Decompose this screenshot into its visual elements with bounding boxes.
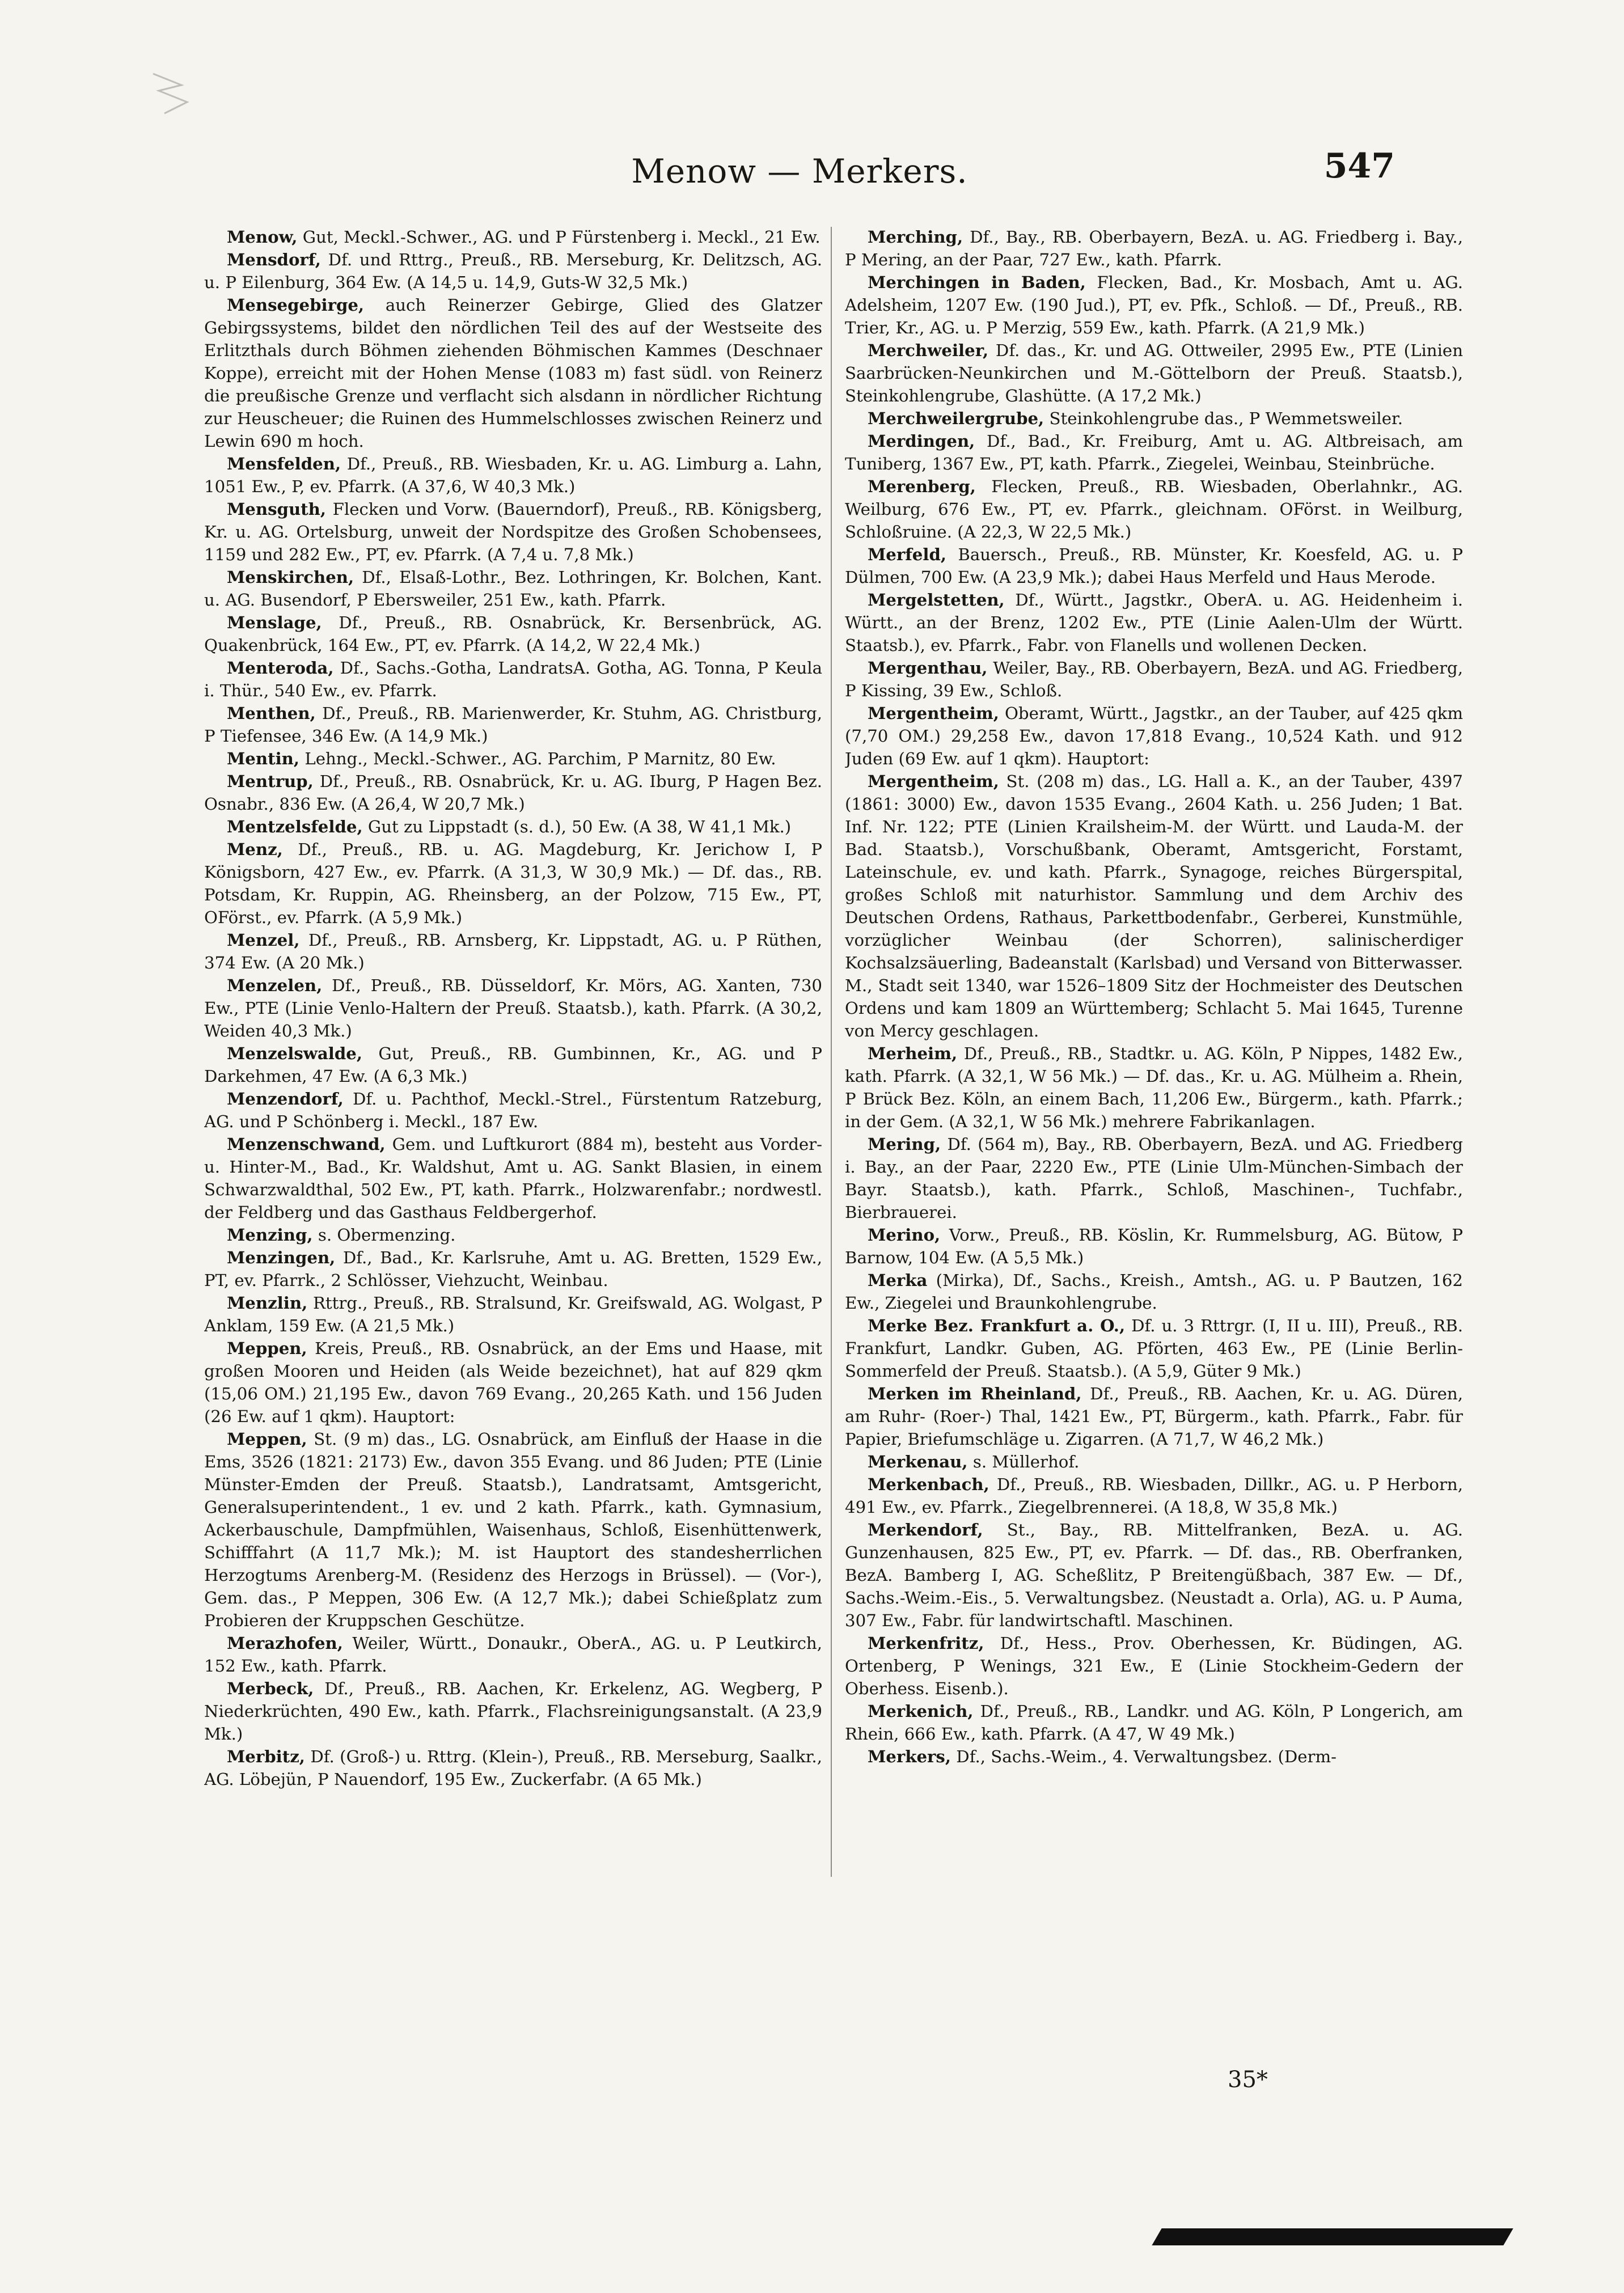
entry-text: (Mirka), Df., Sachs., Kreish., Amtsh., AG. u. P Bautzen, 162 Ew., Ziegelei und Braunkohlengrube. — [845, 1271, 1463, 1313]
entry-headword: Mergentheim, — [868, 704, 999, 723]
entry-headword: Menzendorf, — [227, 1089, 344, 1109]
entry-headword: Mentzelsfelde, — [227, 817, 363, 836]
entry-headword: Menzenschwand, — [227, 1135, 386, 1154]
column-divider — [831, 227, 832, 1877]
entry-text: Steinkohlengrube das., P Wemmetsweiler. — [1044, 409, 1403, 428]
dictionary-entry — [204, 1246, 822, 1292]
entry-text: Df., Preuß., RB., Landkr. und AG. Köln, P Longerich, am Rhein, 666 Ew., kath. Pfarrk. (A 47, W 49 Mk.) — [845, 1702, 1463, 1744]
entry-text: Df., Preuß., RB. Osnabrück, Kr. u. AG. Iburg, P Hagen Bez. Osnabr., 836 Ew. (A 26,4, W 20,7 Mk.) — [204, 772, 822, 814]
entry-headword: Merkenau, — [868, 1452, 968, 1471]
left-column — [204, 226, 822, 2165]
entry-text: Df., Preuß., RB. Wiesbaden, Kr. u. AG. Limburg a. Lahn, 1051 Ew., P, ev. Pfarrk. (A 37,6, W 40,3 Mk.) — [204, 454, 822, 496]
dictionary-entry — [845, 1700, 1463, 1745]
entry-text: Flecken, Bad., Kr. Mosbach, Amt u. AG. Adelsheim, 1207 Ew. (190 Jud.), PT, ev. Pfk., Schloß. — Df., Preuß., RB. Trier, Kr., AG. u. P Merzig, 559 Ew., kath. Pfarrk. (A 21,9 Mk.) — [845, 273, 1463, 337]
entry-headword: Merkenfritz, — [868, 1634, 984, 1653]
dictionary-entry — [204, 1088, 822, 1133]
running-title: Menow — Merkers. — [631, 152, 968, 191]
entry-headword: Mensegebirge, — [227, 295, 365, 315]
dictionary-entry — [845, 1224, 1463, 1269]
dictionary-entry — [845, 589, 1463, 657]
scan-bottom-bar — [1152, 2228, 1513, 2245]
dictionary-entry — [845, 339, 1463, 407]
dictionary-entry — [845, 702, 1463, 770]
entry-text: Rttrg., Preuß., RB. Stralsund, Kr. Greifswald, AG. Wolgast, P Anklam, 159 Ew. (A 21,5 Mk.) — [204, 1293, 822, 1335]
dictionary-entry — [845, 1450, 1463, 1473]
entry-text: Weiler, Württ., Donaukr., OberA., AG. u. P Leutkirch, 152 Ew., kath. Pfarrk. — [204, 1634, 822, 1676]
entry-text: St., Bay., RB. Mittelfranken, BezA. u. AG. Gunzenhausen, 825 Ew., PT, ev. Pfarrk. — Df. das., RB. Oberfranken, BezA. Bamberg I, AG. Scheßlitz, P Breitengüßbach, 387 Ew. — Df., Sachs.-Weim.-Eis., 5. Verwaltungsbez. (Neustadt a. Orla), AG. u. P Auma, 307 Ew., Fabr. für landwirtschaftl. Maschinen. — [845, 1520, 1463, 1630]
entry-text: Vorw., Preuß., RB. Köslin, Kr. Rummelsburg, AG. Bütow, P Barnow, 104 Ew. (A 5,5 Mk.) — [845, 1225, 1463, 1267]
entry-headword: Mensdorf, — [227, 250, 321, 269]
dictionary-entry — [845, 271, 1463, 339]
dictionary-entry — [845, 543, 1463, 589]
entry-headword: Meppen, — [227, 1429, 307, 1449]
entry-text: Df., Preuß., RB. Wiesbaden, Dillkr., AG. u. P Herborn, 491 Ew., ev. Pfarrk., Ziegelbrennerei. (A 18,8, W 35,8 Mk.) — [845, 1475, 1463, 1517]
entry-headword: Menzel, — [227, 930, 300, 950]
right-column — [845, 226, 1463, 2165]
dictionary-entry — [204, 747, 822, 770]
entry-text: St. (208 m) das., LG. Hall a. K., an der Tauber, 4397 (1861: 3000) Ew., davon 1535 Evang., 2604 Kath. u. 256 Juden; 1 Bat. Inf. Nr. 122; PTE (Linien Krailsheim-M. der Württ. und Lauda-M. der Bad. Staatsb.), Vorschußbank, Oberamt, Amtsgericht, Forstamt, Lateinschule, ev. und kath. Pfarrk., Synagoge, reiches Bürgerspital, großes Schloß mit naturhistor. Sammlung und dem Archiv des Deutschen Ordens, Rathaus, Parkettbodenfabr., Gerberei, Kunstmühle, vorzüglicher Weinbau (der Schorren), salinischerdiger Kochsalzsäuerling, Badeanstalt (Karlsbad) und Versand von Bitterwasser. M., Stadt seit 1340, war 1526–1809 Sitz der Hochmeister des Deutschen Ordens und kam 1809 an Württemberg; Schlacht 5. Mai 1645, Turenne von Mercy geschlagen. — [845, 772, 1463, 1040]
entry-headword: Merfeld, — [868, 545, 947, 564]
entry-text: St. (9 m) das., LG. Osnabrück, am Einfluß der Haase in die Ems, 3526 (1821: 2173) Ew., davon 355 Evang. und 86 Juden; PTE (Linie Münster-Emden der Preuß. Staatsb.), Landratsamt, Amtsgericht, Generalsuperintendent., 1 ev. und 2 kath. Pfarrk., kath. Gymnasium, Ackerbauschule, Dampfmühlen, Waisenhaus, Schloß, Eisenhüttenwerk, Schifffahrt (A 11,7 Mk.); M. ist Hauptort des standesherrlichen Herzogtums Arenberg-M. (Residenz des Herzogs in Brüssel). — (Vor-), Gem. das., P Meppen, 306 Ew. (A 12,7 Mk.); dabei Schießplatz zum Probieren der Kruppschen Geschütze. — [204, 1429, 822, 1630]
entry-headword: Merchweiler, — [868, 341, 989, 360]
entry-headword: Mensguth, — [227, 500, 327, 519]
dictionary-entry — [845, 1745, 1463, 1768]
entry-headword: Merbeck, — [227, 1679, 314, 1698]
dictionary-entry — [204, 1745, 822, 1791]
dictionary-entry — [204, 974, 822, 1042]
entry-text: Flecken und Vorw. (Bauerndorf), Preuß., RB. Königsberg, Kr. u. AG. Ortelsburg, unweit der Nordspitze des Großen Schobensees, 1159 und 282 Ew., PT, ev. Pfarrk. (A 7,4 u. 7,8 Mk.) — [204, 500, 822, 564]
entry-text: Lehng., Meckl.-Schwer., AG. Parchim, P Marnitz, 80 Ew. — [299, 749, 776, 768]
entry-headword: Menslage, — [227, 613, 322, 632]
entry-headword: Menzing, — [227, 1225, 313, 1245]
entry-headword: Mentin, — [227, 749, 300, 768]
entry-text: s. Müllerhof. — [967, 1452, 1080, 1471]
entry-headword: Meppen, — [227, 1339, 307, 1358]
dictionary-entry — [204, 566, 822, 611]
entry-text: Df., Preuß., RB. Düsseldorf, Kr. Mörs, AG. Xanten, 730 Ew., PTE (Linie Venlo-Haltern der Preuß. Staatsb.), kath. Pfarrk. (A 30,2, Weiden 40,3 Mk.) — [204, 976, 822, 1040]
entry-text: Df., Preuß., RB. Arnsberg, Kr. Lippstadt, AG. u. P Rüthen, 374 Ew. (A 20 Mk.) — [204, 930, 822, 972]
entry-text: Weiler, Bay., RB. Oberbayern, BezA. und AG. Friedberg, P Kissing, 39 Ew., Schloß. — [845, 658, 1463, 700]
entry-text: Df. (Groß-) u. Rttrg. (Klein-), Preuß., RB. Merseburg, Saalkr., AG. Löbejün, P Nauendorf, 195 Ew., Zuckerfabr. (A 65 Mk.) — [204, 1747, 822, 1789]
entry-text: Df., Bay., RB. Oberbayern, BezA. u. AG. Friedberg i. Bay., P Mering, an der Paar, 727 Ew., kath. Pfarrk. — [845, 227, 1463, 269]
entry-text: Df., Elsaß-Lothr., Bez. Lothringen, Kr. Bolchen, Kant. u. AG. Busendorf, P Ebersweiler, 251 Ew., kath. Pfarrk. — [204, 568, 822, 610]
entry-headword: Merbitz, — [227, 1747, 305, 1766]
dictionary-entry — [204, 815, 822, 838]
entry-headword: Menz, — [227, 840, 283, 859]
entry-text: Df., Sachs.-Weim., 4. Verwaltungsbez. (Derm- — [951, 1747, 1337, 1766]
entry-headword: Menzelen, — [227, 976, 323, 995]
entry-headword: Mentrup, — [227, 772, 314, 791]
dictionary-entry — [204, 1042, 822, 1088]
dictionary-entry — [204, 657, 822, 702]
dictionary-entry — [845, 1133, 1463, 1224]
entry-text: Oberamt, Württ., Jagstkr., an der Tauber, auf 425 qkm (7,70 OM.) 29,258 Ew., davon 17,818 Evang., 10,524 Kath. und 912 Juden (69 Ew. auf 1 qkm). Hauptort: — [845, 704, 1463, 768]
dictionary-entry — [204, 498, 822, 566]
dictionary-entry — [845, 1382, 1463, 1450]
dictionary-entry — [204, 294, 822, 452]
scan-edge-mark — [147, 68, 193, 119]
dictionary-entry — [845, 430, 1463, 475]
entry-headword: Merkenich, — [868, 1702, 974, 1721]
entry-headword: Merheim, — [868, 1044, 958, 1063]
entry-headword: Merdingen, — [868, 431, 975, 451]
entry-headword: Mering, — [868, 1135, 941, 1154]
entry-text: Gut, Preuß., RB. Gumbinnen, Kr., AG. und P Darkehmen, 47 Ew. (A 6,3 Mk.) — [204, 1044, 822, 1086]
dictionary-entry — [845, 1314, 1463, 1382]
entry-headword: Menow, — [227, 227, 298, 247]
dictionary-entry — [845, 475, 1463, 543]
entry-text: Df., Preuß., RB. Aachen, Kr. u. AG. Düren, am Ruhr- (Roer-) Thal, 1421 Ew., PT, Bürgerm., kath. Pfarrk., Fabr. für Papier, Briefumschläge u. Zigarren. (A 71,7, W 46,2 Mk.) — [845, 1384, 1463, 1449]
entry-headword: Merino, — [868, 1225, 941, 1245]
entry-text: Gem. und Luftkurort (884 m), besteht aus Vorder- u. Hinter-M., Bad., Kr. Waldshut, Amt u. AG. Sankt Blasien, in einem Schwarzwaldthal, 502 Ew., PT, kath. Pfarrk., Holzwarenfabr.; nordwestl. der Feldberg und das Gasthaus Feldbergerhof. — [204, 1135, 822, 1222]
entry-headword: Merke Bez. Frankfurt a. O., — [868, 1316, 1126, 1335]
entry-text: Gut zu Lippstadt (s. d.), 50 Ew. (A 38, W 41,1 Mk.) — [362, 817, 792, 836]
entry-headword: Menthen, — [227, 704, 316, 723]
entry-text: auch Reinerzer Gebirge, Glied des Glatzer Gebirgssystems, bildet den nördlichen Teil des auf der Westseite des Erlitzthals durch Böhmen ziehenden Böhmischen Kammes (Deschnaer Koppe), erreicht mit der Hohen Mense (1083 m) fast südl. von Reinerz die preußische Grenze und verflacht sich alsdann in nördlicher Richtung zur Heuscheuer; die Ruinen des Hummelschlosses zwischen Reinerz und Lewin 690 m hoch. — [204, 295, 822, 451]
page-number: 547 — [1323, 146, 1395, 186]
dictionary-entry — [204, 611, 822, 657]
entry-text: Df. das., Kr. und AG. Ottweiler, 2995 Ew., PTE (Linien Saarbrücken-Neunkirchen und M.-Göttelborn der Preuß. Staatsb.), Steinkohlengrube, Glashütte. (A 17,2 Mk.) — [845, 341, 1463, 405]
entry-text: Bauersch., Preuß., RB. Münster, Kr. Koesfeld, AG. u. P Dülmen, 700 Ew. (A 23,9 Mk.); dabei Haus Merfeld und Haus Merode. — [845, 545, 1463, 587]
entry-headword: Menzlin, — [227, 1293, 308, 1313]
entry-text: Flecken, Preuß., RB. Wiesbaden, Oberlahnkr., AG. Weilburg, 676 Ew., PT, ev. Pfarrk., gleichnam. OFörst. in Weilburg, Schloßruine. (A 22,3, W 22,5 Mk.) — [845, 477, 1463, 541]
entry-headword: Merchingen in Baden, — [868, 273, 1086, 292]
entry-text: Df., Preuß., RB. Aachen, Kr. Erkelenz, AG. Wegberg, P Niederkrüchten, 490 Ew., kath. Pfarrk., Flachsreinigungsanstalt. (A 23,9 Mk.) — [204, 1679, 822, 1744]
dictionary-entry — [204, 702, 822, 747]
entry-headword: Merenberg, — [868, 477, 976, 496]
entry-text: Df., Preuß., RB. Osnabrück, Kr. Bersenbrück, AG. Quakenbrück, 164 Ew., PT, ev. Pfarrk. (A 14,2, W 22,4 Mk.) — [204, 613, 822, 655]
entry-headword: Merching, — [868, 227, 963, 247]
entry-headword: Menteroda, — [227, 658, 334, 678]
dictionary-entry — [845, 1632, 1463, 1700]
entry-headword: Menzelswalde, — [227, 1044, 363, 1063]
dictionary-entry — [204, 1337, 822, 1428]
dictionary-entry — [845, 1473, 1463, 1518]
dictionary-entry — [845, 1518, 1463, 1632]
entry-text: Df. u. Pachthof, Meckl.-Strel., Fürstentum Ratzeburg, AG. und P Schönberg i. Meckl., 187 Ew. — [204, 1089, 822, 1131]
entry-headword: Merkendorf, — [868, 1520, 983, 1539]
dictionary-entry — [845, 1269, 1463, 1314]
dictionary-entry — [845, 407, 1463, 430]
dictionary-entry — [845, 1042, 1463, 1133]
entry-text: Df., Preuß., RB. u. AG. Magdeburg, Kr. Jerichow I, P Königsborn, 427 Ew., ev. Pfarrk. (A 31,3, W 30,9 Mk.) — Df. das., RB. Potsdam, Kr. Ruppin, AG. Rheinsberg, an der Polzow, 715 Ew., PT, OFörst., ev. Pfarrk. (A 5,9 Mk.) — [204, 840, 822, 927]
dictionary-entry — [204, 226, 822, 248]
entry-text: Df., Württ., Jagstkr., OberA. u. AG. Heidenheim i. Württ., an der Brenz, 1202 Ew., PTE (Linie Aalen-Ulm der Württ. Staatsb.), ev. Pfarrk., Fabr. von Flanells und wollenen Decken. — [845, 590, 1463, 655]
dictionary-entry — [204, 1677, 822, 1745]
entry-headword: Merazhofen, — [227, 1634, 343, 1653]
entry-text: Df., Preuß., RB. Marienwerder, Kr. Stuhm, AG. Christburg, P Tiefensee, 346 Ew. (A 14,9 Mk.) — [204, 704, 822, 746]
dictionary-entry — [204, 1224, 822, 1246]
dictionary-entry — [204, 770, 822, 815]
entry-headword: Menskirchen, — [227, 568, 354, 587]
entry-text: Df. u. 3 Rttrgr. (I, II u. III), Preuß., RB. Frankfurt, Landkr. Guben, AG. Pförten, 463 Ew., PE (Linie Berlin-Sommerfeld der Preuß. Staatsb.). (A 5,9, Güter 9 Mk.) — [845, 1316, 1463, 1381]
entry-text: Df., Preuß., RB., Stadtkr. u. AG. Köln, P Nippes, 1482 Ew., kath. Pfarrk. (A 32,1, W 56 Mk.) — Df. das., Kr. u. AG. Mülheim a. Rhein, P Brück Bez. Köln, an einem Bach, 11,206 Ew., Bürgerm., kath. Pfarrk.; in der Gem. (A 32,1, W 56 Mk.) mehrere Fabrikanlagen. — [845, 1044, 1463, 1131]
entry-headword: Merka — [868, 1271, 928, 1290]
dictionary-entry — [204, 248, 822, 294]
entry-text: Df., Bad., Kr. Freiburg, Amt u. AG. Altbreisach, am Tuniberg, 1367 Ew., PT, kath. Pfarrk., Ziegelei, Weinbau, Steinbrüche. — [845, 431, 1463, 473]
entry-headword: Mergenthau, — [868, 658, 988, 678]
entry-text: Df. und Rttrg., Preuß., RB. Merseburg, Kr. Delitzsch, AG. u. P Eilenburg, 364 Ew. (A 14,5 u. 14,9, Guts-W 32,5 Mk.) — [204, 250, 822, 292]
dictionary-entry — [845, 657, 1463, 702]
entry-headword: Menzingen, — [227, 1248, 336, 1267]
dictionary-entry — [204, 1292, 822, 1337]
entry-headword: Mergelstetten, — [868, 590, 1005, 610]
entry-text: Df., Sachs.-Gotha, LandratsA. Gotha, AG. Tonna, P Keula i. Thür., 540 Ew., ev. Pfarrk. — [204, 658, 822, 700]
dictionary-entry — [204, 929, 822, 974]
dictionary-entry — [204, 452, 822, 498]
entry-headword: Merkers, — [868, 1747, 951, 1766]
entry-text: Kreis, Preuß., RB. Osnabrück, an der Ems und Haase, mit großen Mooren und Heiden (als Weide bezeichnet), hat auf 829 qkm (15,06 OM.) 21,195 Ew., davon 769 Evang., 20,265 Kath. und 156 Juden (26 Ew. auf 1 qkm). Hauptort: — [204, 1339, 822, 1426]
dictionary-entry — [845, 226, 1463, 271]
sheet-signature: 35* — [1228, 2067, 1268, 2093]
entry-text: Df. (564 m), Bay., RB. Oberbayern, BezA. und AG. Friedberg i. Bay., an der Paar, 2220 Ew., PTE (Linie Ulm-München-Simbach der Bayr. Staatsb.), kath. Pfarrk., Schloß, Maschinen-, Tuchfabr., Bierbrauerei. — [845, 1135, 1463, 1222]
dictionary-entry — [845, 770, 1463, 1042]
dictionary-entry — [204, 1428, 822, 1632]
entry-headword: Mergentheim, — [868, 772, 999, 791]
dictionary-entry — [204, 838, 822, 929]
entry-headword: Mensfelden, — [227, 454, 341, 473]
entry-headword: Merchweilergrube, — [868, 409, 1044, 428]
entry-headword: Merken im Rheinland, — [868, 1384, 1082, 1403]
entry-text: s. Obermenzing. — [312, 1225, 456, 1245]
dictionary-entry — [204, 1632, 822, 1677]
entry-text: Df., Hess., Prov. Oberhessen, Kr. Büdingen, AG. Ortenberg, P Wenings, 321 Ew., E (Linie Stockheim-Gedern der Oberhess. Eisenb.). — [845, 1634, 1463, 1698]
entry-text: Df., Bad., Kr. Karlsruhe, Amt u. AG. Bretten, 1529 Ew., PT, ev. Pfarrk., 2 Schlösser, Viehzucht, Weinbau. — [204, 1248, 822, 1290]
entry-text: Gut, Meckl.-Schwer., AG. und P Fürstenberg i. Meckl., 21 Ew. — [297, 227, 821, 247]
dictionary-entry — [204, 1133, 822, 1224]
entry-headword: Merkenbach, — [868, 1475, 989, 1494]
page-header — [204, 146, 1395, 209]
